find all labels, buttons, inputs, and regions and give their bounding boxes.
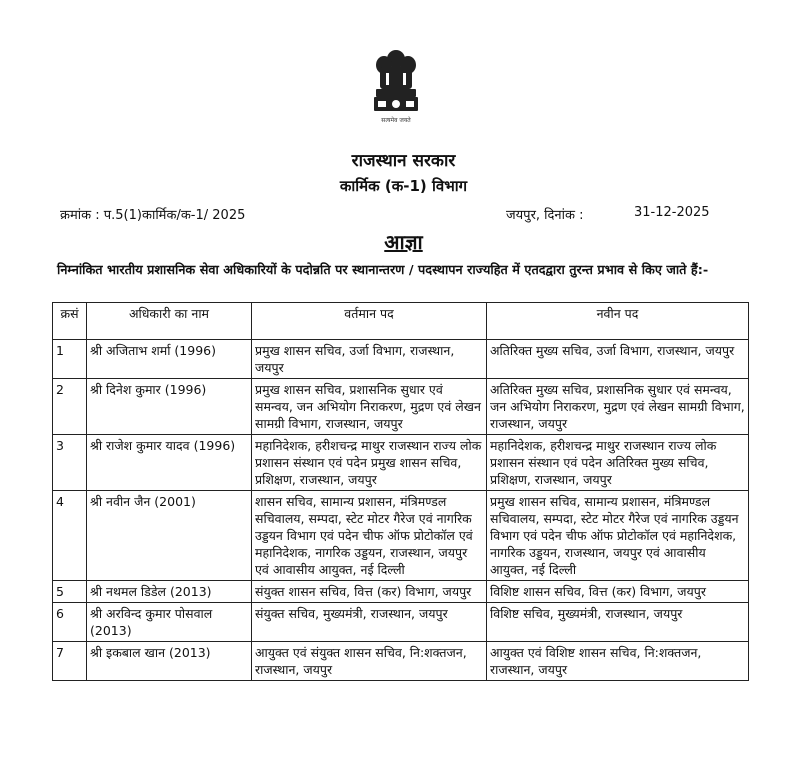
new-post: आयुक्त एवं विशिष्ट शासन सचिव, नि:शक्तजन, राजस्थान, जयपुर bbox=[487, 642, 749, 681]
lion-capital-icon bbox=[366, 45, 426, 117]
department-title: कार्मिक (क-1) विभाग bbox=[339, 177, 468, 195]
emblem-motto: सत्यमेव जयते bbox=[381, 117, 411, 124]
new-post: प्रमुख शासन सचिव, सामान्य प्रशासन, मंत्रिमण्डल सचिवालय, सम्पदा, स्टेट मोटर गैरेज एवं नागरिक उड्डयन विभाग एवं पदेन चीफ ऑफ प्रोटोकॉल एवं महानिदेशक, नागरिक उड्डयन, राजस्थान, जयपुर एवं आवासीय आयुक्त, नई दिल्ली bbox=[487, 491, 749, 581]
new-post: विशिष्ट सचिव, मुख्यमंत्री, राजस्थान, जयपुर bbox=[487, 603, 749, 642]
header-officer-name: अधिकारी का नाम bbox=[87, 303, 252, 340]
header-current-post: वर्तमान पद bbox=[252, 303, 487, 340]
table-row bbox=[53, 379, 749, 435]
serial-number: 4 bbox=[53, 491, 87, 581]
table-row bbox=[53, 581, 749, 603]
table-row bbox=[53, 491, 749, 581]
table-row bbox=[53, 340, 749, 379]
reference-label: क्रमांक bbox=[60, 208, 92, 223]
serial-number: 7 bbox=[53, 642, 87, 681]
officer-name: श्री अजिताभ शर्मा (1996) bbox=[87, 340, 252, 379]
current-post: शासन सचिव, सामान्य प्रशासन, मंत्रिमण्डल सचिवालय, सम्पदा, स्टेट मोटर गैरेज एवं नागरिक उड्डयन विभाग एवं पदेन चीफ ऑफ प्रोटोकॉल एवं महानिदेशक, नागरिक उड्डयन, राजस्थान, जयपुर एवं आवासीय आयुक्त, नई दिल्ली bbox=[252, 491, 487, 581]
government-title: राजस्थान सरकार bbox=[351, 151, 456, 171]
officer-name: श्री नवीन जैन (2001) bbox=[87, 491, 252, 581]
officer-name: श्री इकबाल खान (2013) bbox=[87, 642, 252, 681]
serial-number: 6 bbox=[53, 603, 87, 642]
new-post: विशिष्ट शासन सचिव, वित्त (कर) विभाग, जयपुर bbox=[487, 581, 749, 603]
header-serial: क्रसं bbox=[53, 303, 87, 340]
current-post: महानिदेशक, हरीशचन्द्र माथुर राजस्थान राज्य लोक प्रशासन संस्थान एवं पदेन प्रमुख शासन सचिव, प्रशिक्षण, राजस्थान, जयपुर bbox=[252, 435, 487, 491]
national-emblem bbox=[366, 45, 426, 125]
table-row bbox=[53, 603, 749, 642]
officer-name: श्री राजेश कुमार यादव (1996) bbox=[87, 435, 252, 491]
table-row bbox=[53, 435, 749, 491]
serial-number: 3 bbox=[53, 435, 87, 491]
table-header-row bbox=[53, 303, 749, 340]
current-post: प्रमुख शासन सचिव, प्रशासनिक सुधार एवं समन्वय, जन अभियोग निराकरण, मुद्रण एवं लेखन सामग्री विभाग, राजस्थान, जयपुर bbox=[252, 379, 487, 435]
officer-name: श्री दिनेश कुमार (1996) bbox=[87, 379, 252, 435]
order-intro: निम्नांकित भारतीय प्रशासनिक सेवा अधिकारियों के पदोन्नति पर स्थानान्तरण / पदस्थापन राज्यहित में एतदद्वारा तुरन्त प्रभाव से किए जाते हैं:- bbox=[57, 263, 709, 278]
serial-number: 1 bbox=[53, 340, 87, 379]
current-post: संयुक्त शासन सचिव, वित्त (कर) विभाग, जयपुर bbox=[252, 581, 487, 603]
current-post: आयुक्त एवं संयुक्त शासन सचिव, नि:शक्तजन, राजस्थान, जयपुर bbox=[252, 642, 487, 681]
new-post: महानिदेशक, हरीशचन्द्र माथुर राजस्थान राज्य लोक प्रशासन संस्थान एवं पदेन अतिरिक्त मुख्य सचिव, प्रशिक्षण, राजस्थान, जयपुर bbox=[487, 435, 749, 491]
order-title: आज्ञा bbox=[384, 230, 423, 254]
officer-name: श्री नथमल डिडेल (2013) bbox=[87, 581, 252, 603]
reference-number: क्रमांक : प.5(1)कार्मिक/क-1/ 2025 bbox=[60, 208, 246, 223]
reference-value: प.5(1)कार्मिक/क-1/ 2025 bbox=[103, 208, 246, 223]
officer-name: श्री अरविन्द कुमार पोसवाल (2013) bbox=[87, 603, 252, 642]
new-post: अतिरिक्त मुख्य सचिव, उर्जा विभाग, राजस्थान, जयपुर bbox=[487, 340, 749, 379]
serial-number: 2 bbox=[53, 379, 87, 435]
order-date: 31-12-2025 bbox=[634, 205, 710, 220]
transfer-table bbox=[52, 302, 749, 681]
table-row bbox=[53, 642, 749, 681]
new-post: अतिरिक्त मुख्य सचिव, प्रशासनिक सुधार एवं समन्वय, जन अभियोग निराकरण, मुद्रण एवं लेखन सामग्री विभाग, राजस्थान, जयपुर bbox=[487, 379, 749, 435]
place-date-label: जयपुर, दिनांक : bbox=[506, 208, 584, 223]
current-post: संयुक्त सचिव, मुख्यमंत्री, राजस्थान, जयपुर bbox=[252, 603, 487, 642]
header-new-post: नवीन पद bbox=[487, 303, 749, 340]
serial-number: 5 bbox=[53, 581, 87, 603]
current-post: प्रमुख शासन सचिव, उर्जा विभाग, राजस्थान, जयपुर bbox=[252, 340, 487, 379]
